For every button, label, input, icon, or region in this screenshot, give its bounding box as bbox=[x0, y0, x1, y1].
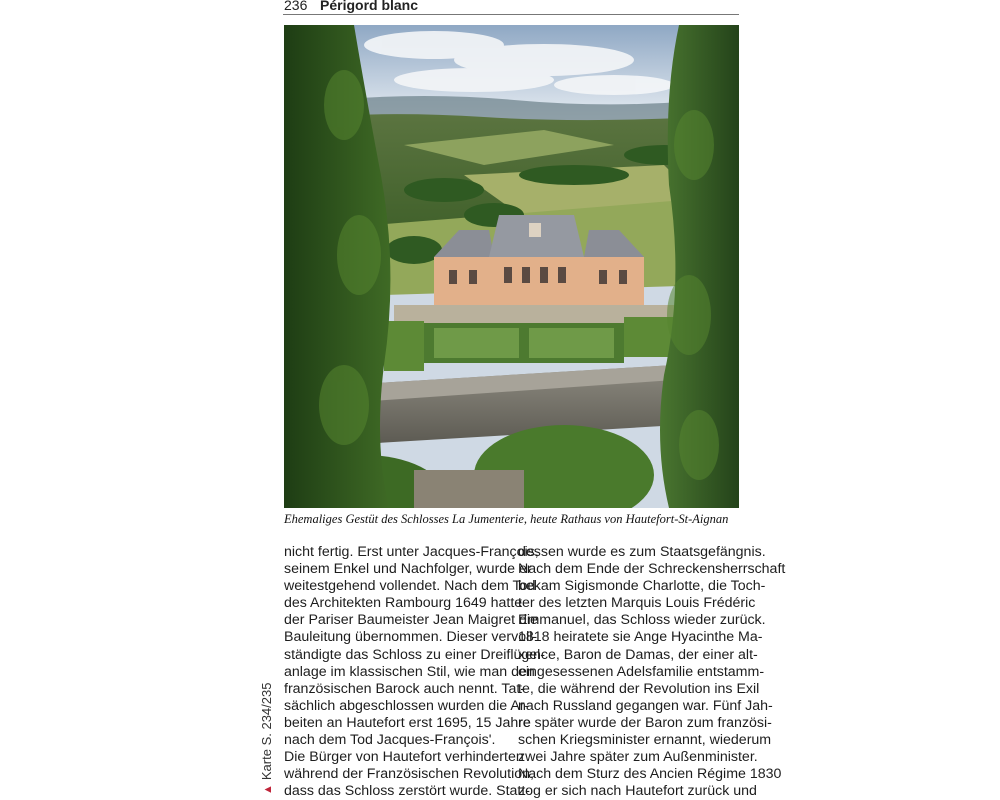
text-line: Bauleitung übernommen. Dieser vervoll- bbox=[284, 629, 538, 646]
text-line: sächlich abgeschlossen wurden die Ar- bbox=[284, 697, 530, 714]
text-line: des Architekten Rambourg 1649 hatte bbox=[284, 595, 523, 612]
text-line: Emmanuel, das Schloss wieder zurück. bbox=[518, 612, 766, 629]
map-reference-label: Karte S. 234/235 bbox=[259, 682, 274, 781]
text-line: weitestgehend vollendet. Nach dem Tod bbox=[284, 578, 536, 595]
text-line: Nach dem Ende der Schreckensherrschaft bbox=[518, 561, 786, 578]
text-line: zwei Jahre später zum Außenminister. bbox=[518, 749, 758, 766]
text-line: seinem Enkel und Nachfolger, wurde er bbox=[284, 561, 532, 578]
text-line: xence, Baron de Damas, der einer alt- bbox=[518, 646, 758, 663]
figure-caption: Ehemaliges Gestüt des Schlosses La Jumenterie, heute Rathaus von Hautefort-St-Aignan bbox=[284, 512, 729, 526]
text-line: der Pariser Baumeister Jean Maigret die bbox=[284, 612, 538, 629]
text-line: französischen Barock auch nennt. Tat- bbox=[284, 680, 526, 697]
text-line: bekam Sigismonde Charlotte, die Toch- bbox=[518, 578, 766, 595]
running-header bbox=[283, 0, 739, 15]
text-line: während der Französischen Revolution, bbox=[284, 766, 534, 783]
text-line: te, die während der Revolution ins Exil bbox=[518, 680, 760, 697]
photo-chateau-stud bbox=[284, 25, 739, 508]
page-number: 236 bbox=[284, 0, 308, 13]
map-reference[interactable] bbox=[259, 683, 274, 795]
text-line: ter des letzten Marquis Louis Frédéric bbox=[518, 595, 756, 612]
text-line: schen Kriegsminister ernannt, wiederum bbox=[518, 732, 772, 749]
text-line: nach Russland gegangen war. Fünf Jah- bbox=[518, 697, 773, 714]
text-column-left bbox=[284, 544, 546, 800]
text-line: anlage im klassischen Stil, wie man den bbox=[284, 663, 535, 680]
text-line: eingesessenen Adelsfamilie entstamm- bbox=[518, 663, 765, 680]
text-line: re später wurde der Baron zum französi- bbox=[518, 714, 772, 731]
text-column-right bbox=[518, 544, 786, 800]
text-line: dass das Schloss zerstört wurde. Statt- bbox=[284, 783, 531, 800]
text-line: Die Bürger von Hautefort verhinderten bbox=[284, 749, 524, 766]
text-line: Nach dem Sturz des Ancien Régime 1830 bbox=[518, 766, 782, 783]
text-line: nicht fertig. Erst unter Jacques-François, bbox=[284, 544, 539, 560]
text-line: ständigte das Schloss zu einer Dreiflügel- bbox=[284, 646, 546, 663]
text-line: beiten an Hautefort erst 1695, 15 Jahre bbox=[284, 714, 531, 731]
text-line: dessen wurde es zum Staatsgefängnis. bbox=[518, 544, 766, 560]
text-line: nach dem Tod Jacques-François'. bbox=[284, 732, 496, 749]
text-line: zog er sich nach Hautefort zurück und bbox=[518, 783, 757, 800]
landscape-illustration bbox=[284, 25, 739, 508]
running-title: Périgord blanc bbox=[320, 0, 419, 13]
triangle-marker-icon: ▲ bbox=[262, 784, 274, 795]
text-line: 1818 heiratete sie Ange Hyacinthe Ma- bbox=[518, 629, 763, 646]
